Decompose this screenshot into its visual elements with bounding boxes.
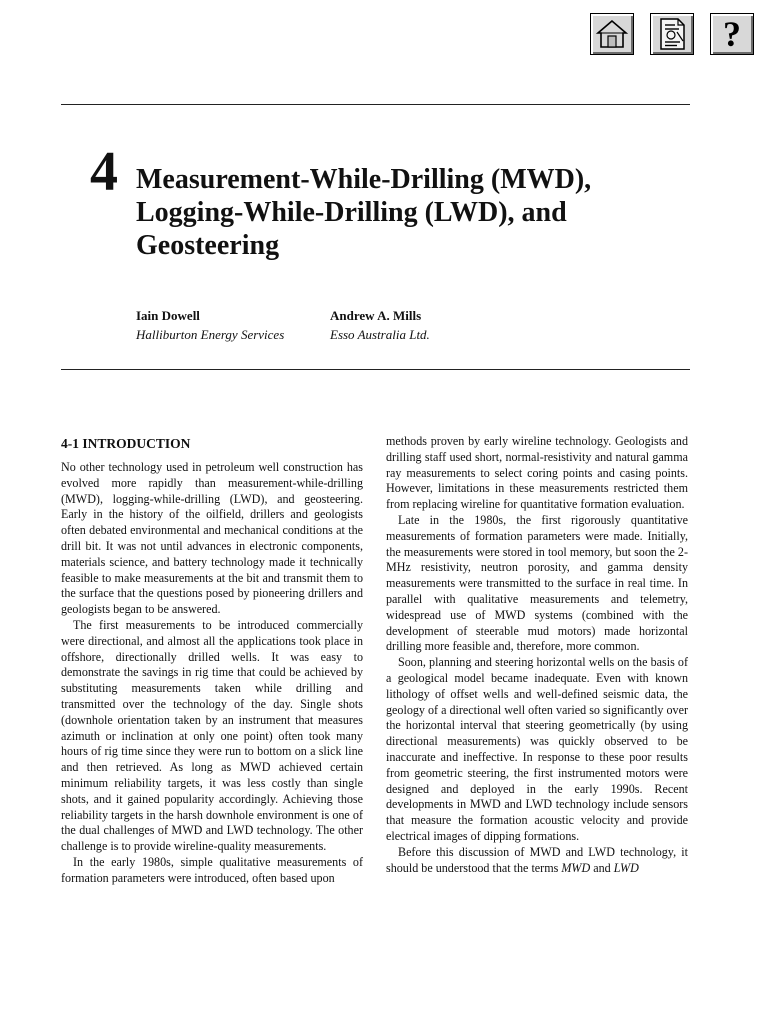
document-icon [657, 17, 687, 51]
term-lwd: LWD [613, 860, 639, 875]
paragraph: In the early 1980s, simple qualitative measurements of formation parameters were introduced, often based upon [61, 854, 363, 885]
paragraph: No other technology used in petroleum well construction has evolved more rapidly than measurement-while-drilling (MWD), logging-while-drilling (LWD), and geosteering. Early in the history of the oilfield, drillers and geologists often debated environmental and mechanical conditions at the drill bit. It was not until advances in electronic components, materials science, and battery technology made it technically feasible to make measurements at the bit and transmit them to the surface that the questions posed by pioneering drillers and geologists began to be answered. [61, 460, 363, 617]
paragraph: Soon, planning and steering horizontal wells on the basis of a geological model became inadequate. Even with known lithology of offset wells and well-defined seismic data, the geology of a directional well often varied so significantly over the horizontal interval that steering geometrically (by using directional measurements) was quickly observed to be inaccurate and ineffective. In response to these poor results from geometric steering, the first instrumented motors were designed and deployed in the early 1990s. Recent developments in MWD and LWD technology include sensors that measure the formation acoustic velocity and provide electrical images of dipping formations. [386, 655, 688, 843]
left-column [61, 460, 363, 887]
help-button[interactable] [710, 13, 754, 55]
help-icon: ? [723, 14, 741, 54]
author-name: Iain Dowell [136, 308, 200, 323]
right-column [386, 434, 688, 876]
author-affiliation: Halliburton Energy Services [136, 327, 285, 342]
author-rule [61, 369, 690, 370]
section-heading: 4-1 INTRODUCTION [61, 436, 191, 451]
paragraph: The first measurements to be introduced commercially were directional, and almost all the applications took place in offshore, directionally drilled wells. It was easy to demonstrate the savings in rig time that could be achieved by substituting measurements taken while drilling and transmitted over the technology of the day. Single shots (downhole orientation taken by an instrument that measures azimuth or inclination at only one point) often took many hours of rig time since they were run to bottom on a slick line and then retrieved. As long as MWD achieved certain minimum reliability targets, it was less costly than single shots, and it gained popularity accordingly. Achieving those reliability targets in the harsh downhole environment is one of the dual challenges of MWD and LWD technology. The other challenge is to provide wireline-quality measurements. [61, 617, 363, 854]
paragraph [386, 845, 688, 877]
author-1 [136, 306, 284, 344]
contents-button[interactable] [650, 13, 694, 55]
author-name: Andrew A. Mills [330, 308, 422, 323]
home-button[interactable] [590, 13, 634, 55]
paragraph-text: and [590, 860, 614, 875]
chapter-title: Measurement-While-Drilling (MWD), Logging-While-Drilling (LWD), and Geosteering [136, 164, 592, 261]
paragraph: methods proven by early wireline technology. Geologists and drilling staff used short, normal-resistivity and natural gamma ray measurements to select coring points and casing points. However, limitations in these measurements restricted them from replacing wireline for quantitative formation evaluation. [386, 434, 688, 512]
header-rule [61, 104, 690, 105]
author-2 [330, 306, 430, 344]
chapter-number: 4 [90, 141, 118, 203]
home-icon [595, 18, 629, 50]
paragraph-text: Before this discussion of MWD and LWD technology, it should be understood that the terms [386, 844, 688, 875]
navigation-bar [590, 13, 756, 58]
term-mwd: MWD [561, 860, 591, 875]
paragraph: Late in the 1980s, the first rigorously quantitative measurements of formation parameters were made. Initially, the measurements were stored in tool memory, but soon the 2-MHz resistivity, neutron porosity, and gamma density measurements were transmitted to the surface in real time. In parallel with qualitative measurements and telemetry, widespread use of MWD systems (combined with the development of steerable mud motors) made horizontal drilling more feasible and, therefore, more common. [386, 512, 688, 654]
author-affiliation: Esso Australia Ltd. [330, 327, 430, 342]
